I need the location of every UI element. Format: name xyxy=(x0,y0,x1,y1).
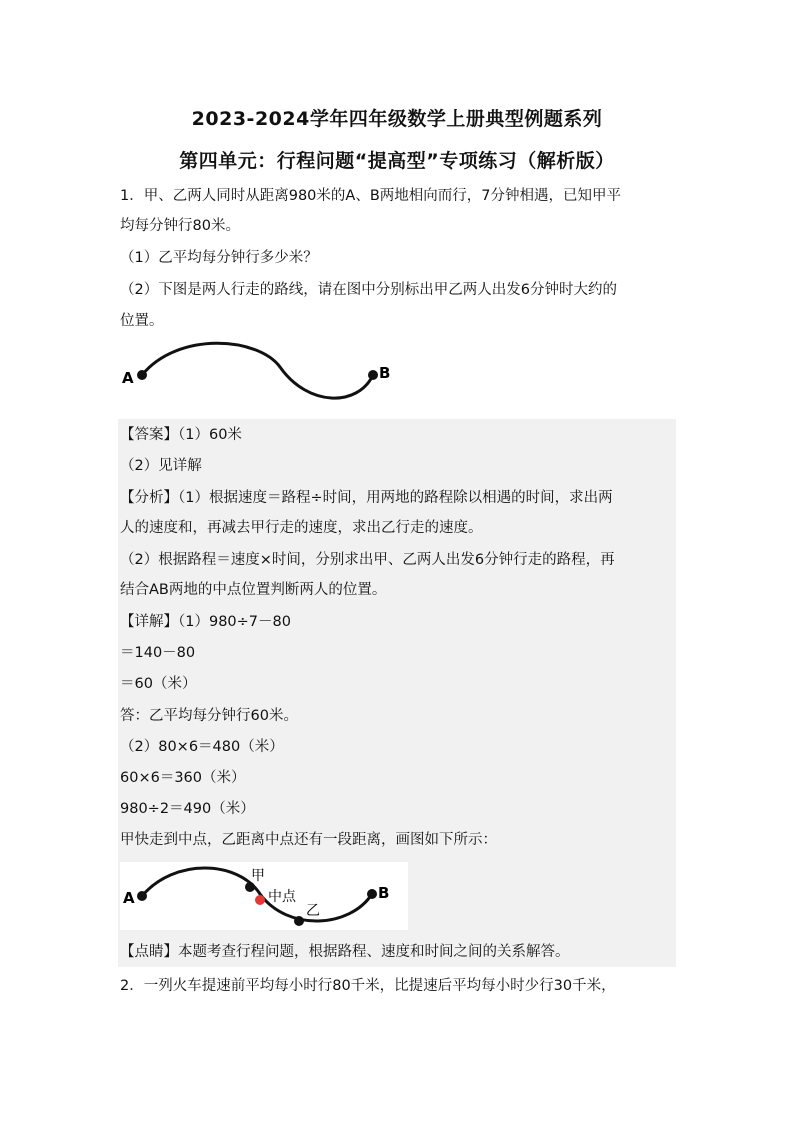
analysis1-line1: 【分析】（1）根据速度＝路程÷时间，用两地的路程除以相遇的时间，求出两 xyxy=(120,490,613,506)
route-figure-1 xyxy=(118,335,408,415)
question1-part2-line1: （2）下图是两人行走的路线，请在图中分别标出甲乙两人出发6分钟时大约的 xyxy=(120,282,617,298)
midpoint-marker xyxy=(255,895,265,905)
route-figure-2 xyxy=(120,862,408,930)
question1-line1: 1．甲、乙两人同时从距离980米的A、B两地相向而行，7分钟相遇，已知甲平 xyxy=(120,188,621,204)
question1-part1: （1）乙平均每分钟行多少米？ xyxy=(120,250,318,266)
detail-line7: 980÷2＝490（米） xyxy=(120,801,255,817)
document-title: 2023-2024学年四年级数学上册典型例题系列 xyxy=(191,108,603,130)
point-a-label: A xyxy=(123,889,135,907)
detail-line3: ＝60（米） xyxy=(120,676,197,692)
detail-line6: 60×6＝360（米） xyxy=(120,770,246,786)
point-b-marker xyxy=(368,370,378,380)
point-a-marker xyxy=(137,370,147,380)
yi-label: 乙 xyxy=(306,903,320,919)
detail-line5: （2）80×6＝480（米） xyxy=(120,739,284,755)
point-b-marker xyxy=(367,889,377,899)
answer-line1: 【答案】（1）60米 xyxy=(120,427,242,443)
midpoint-label: 中点 xyxy=(268,889,296,905)
point-a-label: A xyxy=(122,369,134,387)
question1-part2-line2: 位置。 xyxy=(120,313,164,329)
yi-position-marker xyxy=(294,916,304,926)
question1-line2: 均每分钟行80米。 xyxy=(120,218,240,234)
detail-line2: ＝140－80 xyxy=(120,645,196,661)
question2-line1: 2．一列火车提速前平均每小时行80千米，比提速后平均每小时少行30千米， xyxy=(120,978,616,994)
detail-line1: 【详解】（1）980÷7－80 xyxy=(120,614,291,630)
jia-label: 甲 xyxy=(251,868,265,884)
point-b-label: B xyxy=(378,884,390,902)
analysis1-line2: 人的速度和，再减去甲行走的速度，求出乙行走的速度。 xyxy=(120,520,483,536)
point-a-marker xyxy=(137,891,147,901)
detail-line8: 甲快走到中点，乙距离中点还有一段距离，画图如下所示： xyxy=(120,832,497,848)
analysis2-line1: （2）根据路程＝速度×时间，分别求出甲、乙两人出发6分钟行走的路程，再 xyxy=(120,552,615,568)
point-b-label: B xyxy=(379,364,391,382)
detail-line4: 答：乙平均每分钟行60米。 xyxy=(120,708,298,724)
answer-line2: （2）见详解 xyxy=(120,458,202,474)
document-subtitle: 第四单元：行程问题“提高型”专项练习（解析版） xyxy=(179,150,615,172)
route-curve xyxy=(142,343,373,398)
analysis2-line2: 结合AB两地的中点位置判断两人的位置。 xyxy=(120,582,387,598)
comment-line: 【点睛】本题考查行程问题，根据路程、速度和时间之间的关系解答。 xyxy=(120,944,570,960)
